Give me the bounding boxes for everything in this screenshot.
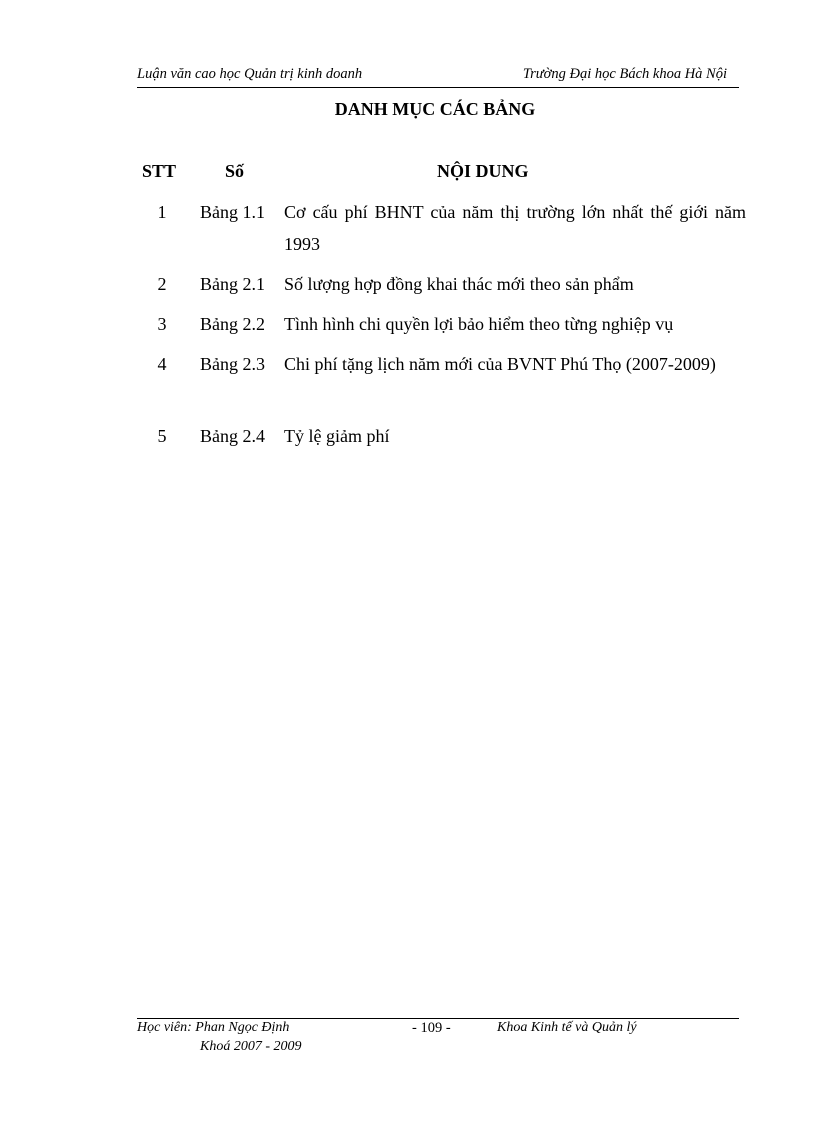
table-description: Tình hình chi quyền lợi bảo hiểm theo từng nghiệp vụ bbox=[284, 314, 674, 334]
table-description: Chi phí tặng lịch năm mới của BVNT Phú Thọ (2007-2009) bbox=[284, 354, 716, 374]
page-header bbox=[137, 66, 739, 88]
row-number: 4 bbox=[157, 354, 167, 374]
header-thesis-title: Luận văn cao học Quản trị kinh doanh bbox=[137, 66, 363, 82]
table-reference: Bảng 2.1 bbox=[200, 274, 265, 294]
column-header-so: Số bbox=[225, 161, 245, 181]
page-title: DANH MỤC CÁC BẢNG bbox=[334, 99, 536, 119]
page-number: - 109 - bbox=[412, 1020, 451, 1036]
table-description: Tỷ lệ giảm phí bbox=[284, 426, 390, 446]
table-row bbox=[137, 308, 747, 340]
table-description: Cơ cấu phí BHNT của năm thị trường lớn nhất thế giới năm 1993 bbox=[284, 202, 746, 254]
table-reference: Bảng 2.2 bbox=[200, 314, 265, 334]
table-row bbox=[137, 196, 747, 260]
column-header-stt: STT bbox=[142, 161, 177, 181]
footer-student: Học viên: Phan Ngọc Định bbox=[137, 1020, 290, 1035]
header-university: Trường Đại học Bách khoa Hà Nội bbox=[522, 66, 727, 82]
table-row bbox=[137, 268, 747, 300]
row-number: 1 bbox=[157, 202, 167, 222]
footer-department: Khoa Kinh tế và Quản lý bbox=[497, 1020, 637, 1035]
table-row bbox=[137, 420, 747, 452]
column-header-noi-dung: NỘI DUNG bbox=[437, 161, 529, 181]
row-number: 3 bbox=[157, 314, 167, 334]
footer-divider bbox=[137, 1018, 739, 1019]
table-description: Số lượng hợp đồng khai thác mới theo sản phẩm bbox=[284, 274, 634, 294]
table-reference: Bảng 2.4 bbox=[200, 426, 265, 446]
row-number: 5 bbox=[157, 426, 167, 446]
table-reference: Bảng 2.3 bbox=[200, 354, 265, 374]
footer-course: Khoá 2007 - 2009 bbox=[200, 1039, 302, 1054]
table-reference: Bảng 1.1 bbox=[200, 202, 265, 222]
table-row bbox=[137, 348, 747, 412]
row-number: 2 bbox=[157, 274, 167, 294]
